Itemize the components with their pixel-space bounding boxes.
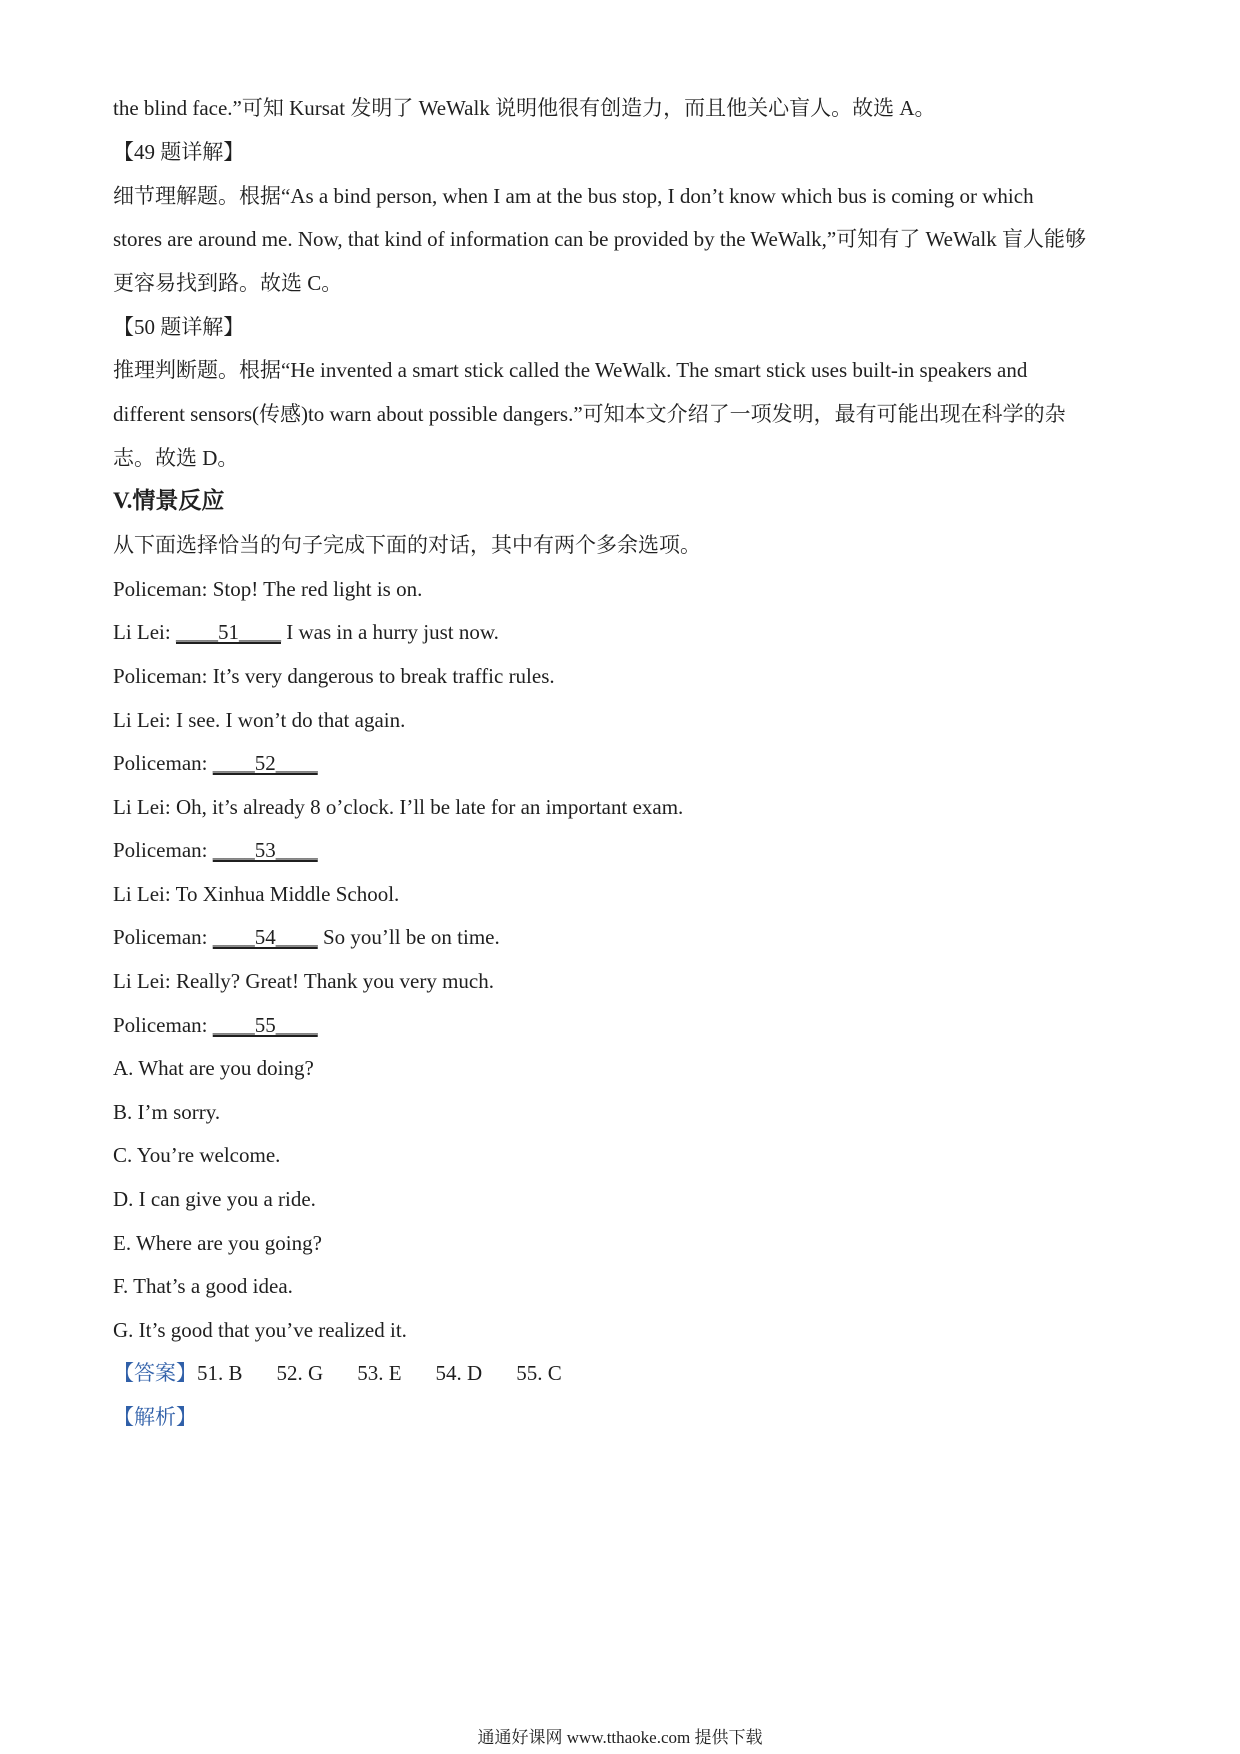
dialogue-line (113, 835, 1133, 865)
q50-line-1: 推理判断题。根据“He invented a smart stick called the WeWalk. The smart stick uses built-in speakers and (113, 358, 1028, 382)
option-e: E. Where are you going? (113, 1231, 322, 1255)
answer-item: 54. D (435, 1361, 483, 1385)
dialogue-line (113, 922, 1133, 952)
dialogue-line (113, 879, 1133, 909)
dialogue-speaker: Policeman: (113, 838, 213, 862)
dialogue-speaker: Policeman: (113, 1013, 213, 1037)
dialogue-speaker: Policeman: (113, 925, 213, 949)
option-c: C. You’re welcome. (113, 1143, 281, 1167)
q50-line-2: different sensors(传感)to warn about possible dangers.”可知本文介绍了一项发明，最有可能出现在科学的杂 (113, 402, 1066, 426)
dialogue-text: Policeman: Stop! The red light is on. (113, 577, 423, 601)
dialogue-text: Li Lei: Really? Great! Thank you very much. (113, 969, 494, 993)
analysis-label: 【解析】 (113, 1405, 197, 1429)
blank-51[interactable]: ____51____ (175, 620, 281, 644)
q49-heading: 【49 题详解】 (113, 140, 245, 164)
answer-item: 53. E (357, 1361, 402, 1385)
option-g: G. It’s good that you’ve realized it. (113, 1318, 407, 1342)
answer-item: 55. C (516, 1361, 562, 1385)
q50-line-3: 志。故选 D。 (113, 446, 239, 470)
q50-heading: 【50 题详解】 (113, 315, 245, 339)
blank-52[interactable]: ____52____ (212, 751, 318, 775)
dialogue-text: Li Lei: To Xinhua Middle School. (113, 882, 400, 906)
section-title: V.情景反应 (113, 488, 225, 513)
q49-line-2: stores are around me. Now, that kind of information can be provided by the WeWalk,”可知有了 WeWalk 盲人能够 (113, 227, 1086, 251)
dialogue-text: I was in a hurry just now. (280, 620, 499, 644)
dialogue-line (113, 574, 1133, 604)
answer-item: 52. G (276, 1361, 324, 1385)
dialogue-line (113, 1010, 1133, 1040)
dialogue-text: Li Lei: I see. I won’t do that again. (113, 708, 406, 732)
answer-label: 【答案】 (113, 1361, 197, 1385)
dialogue-line (113, 966, 1133, 996)
dialogue-text: Policeman: It’s very dangerous to break traffic rules. (113, 664, 555, 688)
explanation-48-end: the blind face.”可知 Kursat 发明了 WeWalk 说明他很有创造力，而且他关心盲人。故选 A。 (113, 96, 936, 120)
answer-item: 51. B (197, 1361, 243, 1385)
dialogue-speaker: Li Lei: (113, 620, 176, 644)
dialogue-speaker: Policeman: (113, 751, 213, 775)
dialogue-line (113, 705, 1133, 735)
dialogue-line (113, 617, 1133, 647)
option-a: A. What are you doing? (113, 1056, 314, 1080)
dialogue-line (113, 792, 1133, 822)
dialogue-text: So you’ll be on time. (317, 925, 500, 949)
dialogue-text: Li Lei: Oh, it’s already 8 o’clock. I’ll be late for an important exam. (113, 795, 684, 819)
q49-line-3: 更容易找到路。故选 C。 (113, 271, 343, 295)
blank-54[interactable]: ____54____ (212, 925, 318, 949)
option-f: F. That’s a good idea. (113, 1274, 293, 1298)
option-d: D. I can give you a ride. (113, 1187, 316, 1211)
section-instruction: 从下面选择恰当的句子完成下面的对话，其中有两个多余选项。 (113, 533, 701, 557)
answer-line (113, 1358, 1133, 1388)
dialogue-line (113, 661, 1133, 691)
blank-53[interactable]: ____53____ (212, 838, 318, 862)
blank-55[interactable]: ____55____ (212, 1013, 318, 1037)
dialogue-line (113, 748, 1133, 778)
footer-source: 通通好课网 www.tthaoke.com 提供下载 (477, 1728, 763, 1747)
q49-line-1: 细节理解题。根据“As a bind person, when I am at the bus stop, I don’t know which bus is coming or which (113, 184, 1034, 208)
option-b: B. I’m sorry. (113, 1100, 221, 1124)
